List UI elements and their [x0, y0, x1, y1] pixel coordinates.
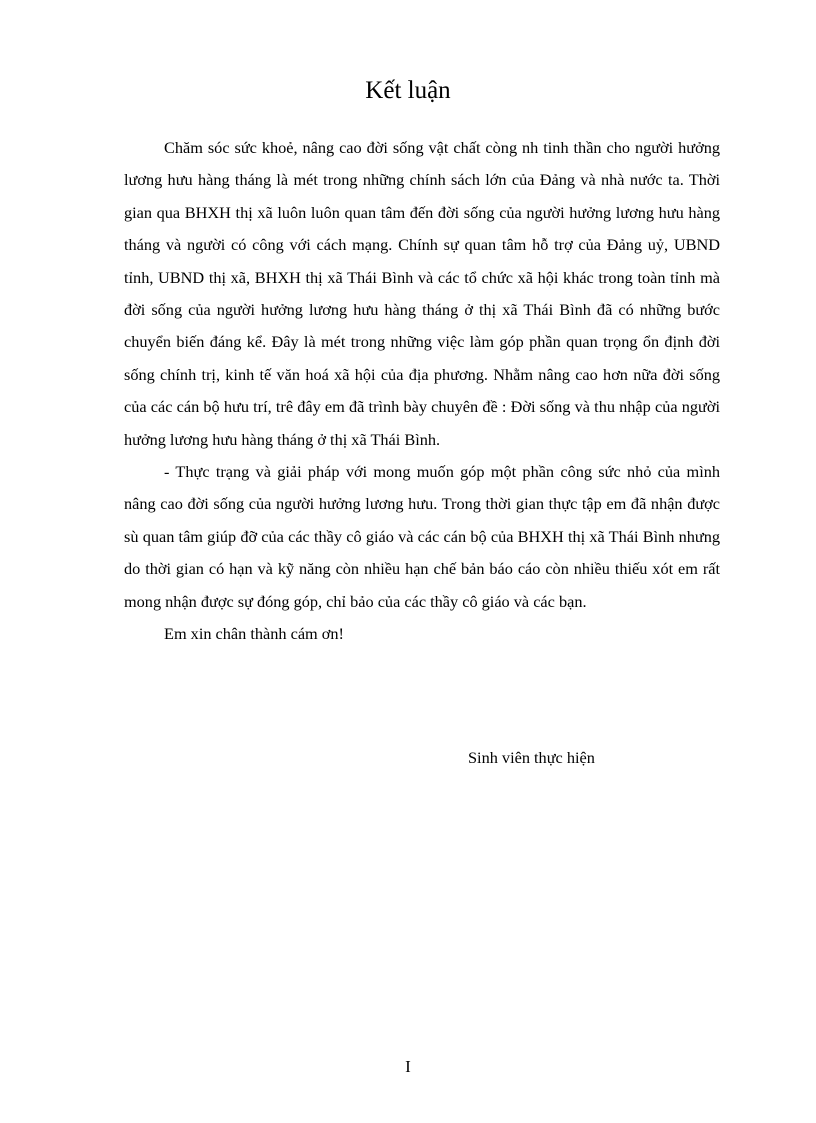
page-title: Kết luận [365, 77, 451, 104]
paragraph-3: Em xin chân thành cám ơn! [164, 624, 344, 644]
paragraph-2: - Thực trạng và giải pháp với mong muốn góp một phần công sức nhỏ của mình nâng cao đời sống của người hưởng lương hưu. Trong thời gian thực tập em đã nhận được sù quan tâm giúp đỡ của các thầy cô giáo và các cán bộ của BHXH thị xã Thái Bình nhưng do thời gian có hạn và kỹ năng còn nhiều hạn chế bản báo cáo còn nhiều thiếu xót em rất mong nhận được sự đóng góp, chỉ bảo của các thầy cô giáo và các bạn. [124, 462, 720, 611]
signature-line: Sinh viên thực hiện [468, 748, 595, 767]
page-number: I [405, 1057, 411, 1076]
document-body [124, 132, 720, 651]
paragraph-1: Chăm sóc sức khoẻ, nâng cao đời sống vật chất còng nh tinh thần cho người hưởng lương hưu hàng tháng là mét trong những chính sách lớn của Đảng và nhà nước ta. Thời gian qua BHXH thị xã luôn luôn quan tâm đến đời sống của người hưởng lương hưu hàng tháng và người có công với cách mạng. Chính sự quan tâm hỗ trợ của Đảng uỷ, UBND tỉnh, UBND thị xã, BHXH thị xã Thái Bình và các tổ chức xã hội khác trong toàn tỉnh mà đời sống của người hưởng lương hưu hàng tháng ở thị xã Thái Bình đã có những bước chuyển biến đáng kể. Đây là mét trong những việc làm góp phần quan trọng ổn định đời sống chính trị, kinh tế văn hoá xã hội của địa phương. Nhằm nâng cao hơn nữa đời sống của các cán bộ hưu trí, trê đây em đã trình bày chuyên đề : Đời sống và thu nhập của người hưởng lương hưu hàng tháng ở thị xã Thái Bình. [124, 138, 720, 449]
